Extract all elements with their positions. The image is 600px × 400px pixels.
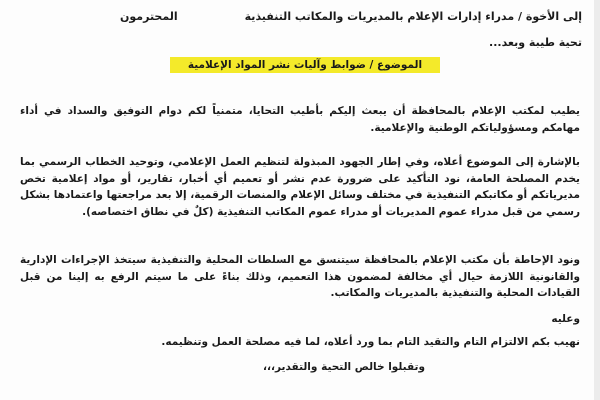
letter-closing-therefore: وعليه xyxy=(551,313,580,325)
letter-closing-request: نهيب بكم الالتزام التام والتقيد التام بما ورد أعلاه، لما فيه مصلحة العمل وتنظيمه. xyxy=(161,336,580,348)
letter-paragraph-3: ونود الإحاطة بأن مكتب الإعلام بالمحافظة سيتنسق مع السلطات المحلية والتنفيذية سيتخذ الإجراءات الإدارية والقانونية اللازمة حيال أي مخالفة لمضمون هذا التعميم، وذلك بناءً على ما سيتم الرفع به إلينا من قبل القيادات المحلية والتنفيذية بالمديريات والمكاتب. xyxy=(20,254,580,299)
page-edge-shadow xyxy=(594,0,600,400)
letter-honorific: المحترمون xyxy=(120,10,178,23)
letter-closing-regards: وتقبلوا خالص التحية والتقدير،،، xyxy=(263,361,425,373)
letter-paragraph-1: يطيب لمكتب الإعلام بالمحافظة أن يبعث إليكم بأطيب التحايا، متمنياً لكم دوام التوفيق والسداد في أداء مهامكم ومسؤولياتكم الوطنية والإعلامية. xyxy=(20,105,580,134)
letter-greeting: تحية طيبة وبعد... xyxy=(489,36,582,49)
letter-addressee: إلى الأخوة / مدراء إدارات الإعلام بالمديريات والمكاتب التنفيذية xyxy=(244,10,582,23)
letter-paragraph-2: بالإشارة إلى الموضوع أعلاه، وفي إطار الجهود المبذولة لتنظيم العمل الإعلامي، وتوحيد الخطاب الرسمي بما يخدم المصلحة العامة، نود التأكيد على ضرورة عدم نشر أو تعميم أي أخبار، تقارير، أو مواد إعلامية تخص مديرياتكم أو مكاتبكم التنفيذية في مختلف وسائل الإعلام والمنصات الرقمية، إلا بعد مراجعتها واعتمادها بشكل رسمي من قبل مدراء عموم المديريات أو مدراء عموم المكاتب التنفيذية (كلٌ في نطاق اختصاصه). xyxy=(20,156,580,218)
letter-subject-highlight: الموضوع / ضوابط وآليات نشر المواد الإعلامية xyxy=(170,57,440,73)
